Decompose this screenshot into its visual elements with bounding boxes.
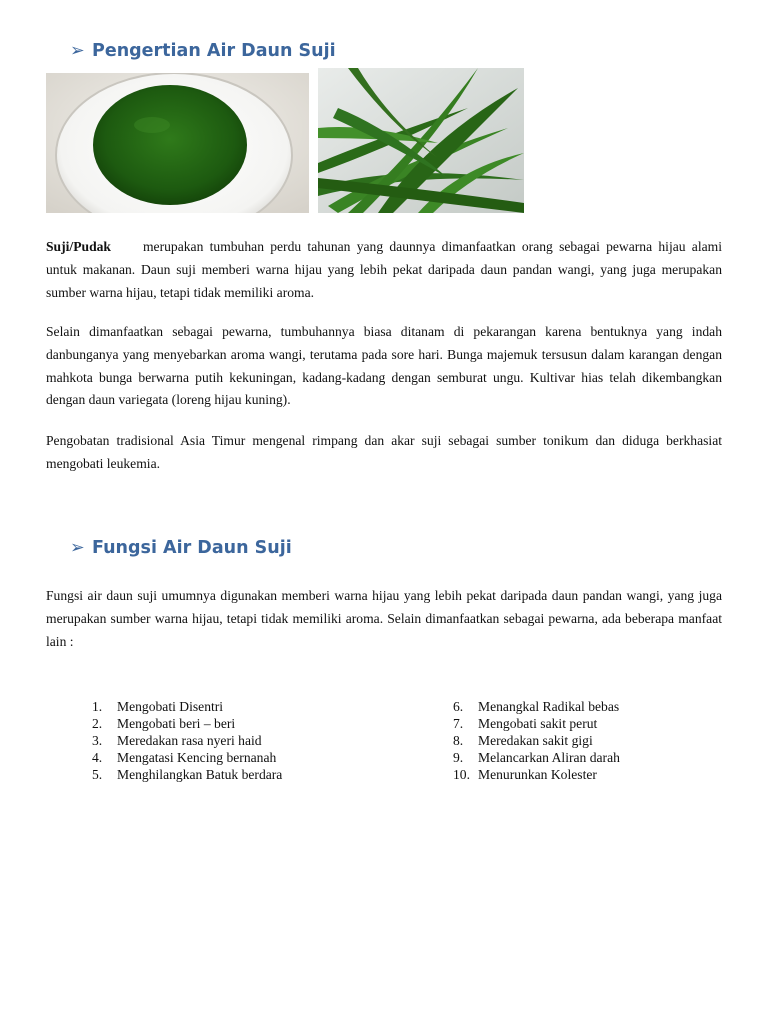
paragraph-function: Fungsi air daun suji umumnya digunakan memberi warna hijau yang lebih pekat daripada daun pandan wangi, yang juga merupakan sumber warna hijau, tetapi tidak memiliki aroma. Selain dimanfaatkan sebagai pewarna, ada beberapa manfaat lain : (46, 588, 722, 649)
list-item (92, 698, 422, 715)
benefits-list-right (453, 698, 753, 783)
list-text: Menangkal Radikal bebas (478, 699, 620, 714)
list-number: 7. (453, 716, 464, 731)
list-text: Meredakan sakit gigi (478, 733, 593, 748)
paragraph-traditional-medicine: Pengobatan tradisional Asia Timur mengenal rimpang dan akar suji sebagai sumber tonikum dan diduga berkhasiat mengobati leukemia. (46, 433, 722, 471)
list-item (453, 715, 753, 732)
list-text: Menurunkan Kolester (478, 767, 597, 782)
list-text: Mengobati beri – beri (117, 716, 236, 731)
list-item (453, 732, 753, 749)
list-item (453, 698, 753, 715)
list-number: 6. (453, 699, 464, 714)
list-number: 4. (92, 750, 103, 765)
list-text: Mengatasi Kencing bernanah (117, 750, 277, 765)
list-item (92, 766, 422, 783)
list-item (92, 732, 422, 749)
list-text: Meredakan rasa nyeri haid (117, 733, 262, 748)
heading-text: Pengertian Air Daun Suji (92, 41, 336, 61)
list-text: Melancarkan Aliran darah (478, 750, 620, 765)
list-text: Menghilangkan Batuk berdara (117, 767, 283, 782)
paragraph-definition (46, 236, 722, 304)
list-item (453, 766, 753, 783)
list-number: 1. (92, 699, 103, 714)
arrow-bullet-icon: ➢ (70, 41, 85, 61)
list-number: 5. (92, 767, 103, 782)
list-number: 8. (453, 733, 464, 748)
definition-text: merupakan tumbuhan perdu tahunan yang daunnya dimanfaatkan orang sebagai pewarna hijau alami untuk makanan. Daun suji memberi warna hijau yang lebih pekat daripada daun pandan wangi, yang juga merupakan sumber warna hijau, tetapi tidak memiliki aroma. (46, 239, 722, 300)
list-item (92, 749, 422, 766)
section-heading-pengertian (70, 41, 336, 61)
green-juice-bowl-image (46, 73, 309, 213)
section-heading-fungsi (70, 538, 292, 558)
paragraph-ornamental: Selain dimanfaatkan sebagai pewarna, tumbuhannya biasa ditanam di pekarangan karena bentuknya yang indah danbunganya yang menyebarkan aroma wangi, terutama pada sore hari. Bunga majemuk tersusun dalam karangan dengan mahkota bunga berwarna putih kekuningan, kadang-kadang dengan semburat ungu. Kultivar hias telah dikembangkan dengan daun variegata (loreng hijau kuning). (46, 324, 722, 408)
list-number: 10. (453, 767, 470, 782)
list-number: 3. (92, 733, 103, 748)
list-text: Mengobati sakit perut (478, 716, 598, 731)
list-text: Mengobati Disentri (117, 699, 224, 714)
list-item (453, 749, 753, 766)
list-number: 9. (453, 750, 464, 765)
arrow-bullet-icon: ➢ (70, 538, 85, 558)
term-suji-pudak: Suji/Pudak (46, 239, 111, 254)
list-item (92, 715, 422, 732)
suji-leaves-image (318, 68, 524, 213)
list-number: 2. (92, 716, 103, 731)
heading-text: Fungsi Air Daun Suji (92, 538, 292, 558)
bowl-of-green-juice-icon (46, 73, 309, 213)
benefits-list-left (92, 698, 422, 783)
suji-leaves-icon (318, 68, 524, 213)
